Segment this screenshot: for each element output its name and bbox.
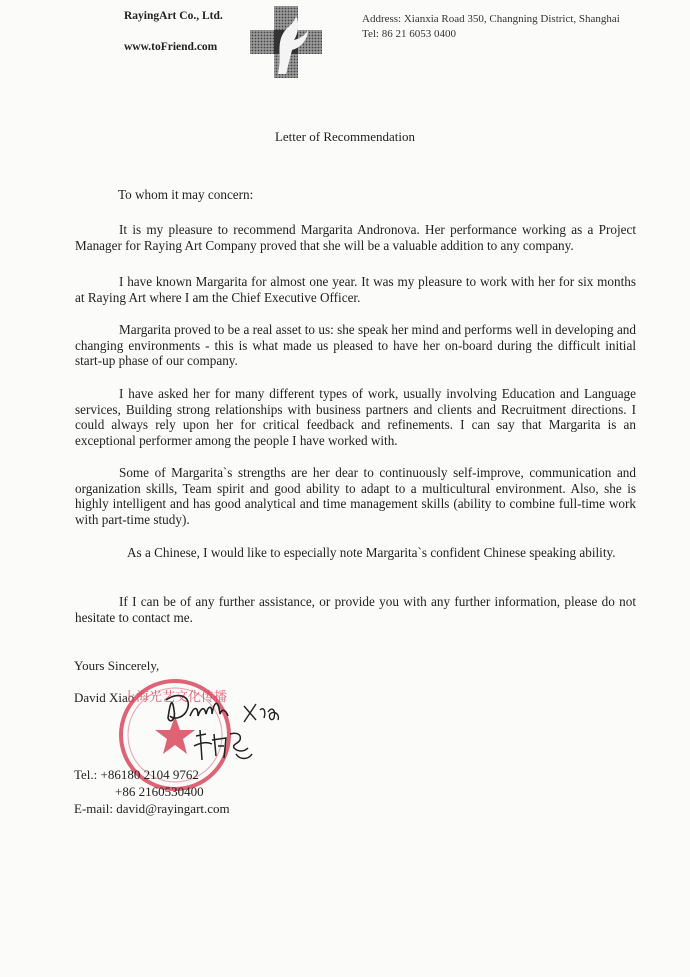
address-line: Address: Xianxia Road 350, Changning District, Shanghai <box>362 13 620 25</box>
paragraph-7: If I can be of any further assistance, or provide you with any further information, please do not hesitate to contact me. <box>75 594 636 625</box>
company-address <box>362 12 620 42</box>
contact-email: E-mail: david@rayingart.com <box>74 801 230 816</box>
phone-line: Tel: 86 21 6053 0400 <box>362 28 456 40</box>
paragraph-2: I have known Margarita for almost one year. It was my pleasure to work with her for six months at Raying Art where I am the Chief Executive Officer. <box>75 274 636 305</box>
contact-tel-2: +86 2160530400 <box>115 784 204 799</box>
paragraph-5: Some of Margarita`s strengths are her dear to continuously self-improve, communication and organization skills, Team spirit and good ability to adapt to a multicultural environment. Also, she is highly intelligent and has good analytical and time management skills (ability to combine full-time work with part-time study). <box>75 465 636 527</box>
paragraph-3: Margarita proved to be a real asset to us: she speak her mind and performs well in developing and changing environments - this is what made us pleased to have her on-board during the difficult initial start-up phase of our company. <box>75 322 636 369</box>
closing: Yours Sincerely, <box>74 658 160 673</box>
paragraph-6: As a Chinese, I would like to especially note Margarita`s confident Chinese speaking ability. <box>127 545 616 560</box>
signer-name: David Xiao <box>74 690 135 705</box>
svg-text:上海光艺文化传播: 上海光艺文化传播 <box>122 690 228 705</box>
handwritten-signature <box>160 688 300 774</box>
company-website: www.toFriend.com <box>124 41 218 53</box>
paragraph-1: It is my pleasure to recommend Margarita Andronova. Her performance working as a Project Manager for Raying Art Company proved that she will be a valuable addition to any company. <box>75 222 636 253</box>
letter-title: Letter of Recommendation <box>274 129 416 144</box>
paragraph-4: I have asked her for many different types of work, usually involving Education and Language services, Building strong relationships with business partners and clients and Recruitment directions. I could always rely upon her for critical feedback and refinements. I can say that Margarita is an exceptional performer among the people I have worked with. <box>75 386 636 448</box>
salutation: To whom it may concern: <box>118 187 254 202</box>
company-name: RayingArt Co., Ltd. <box>124 10 223 22</box>
company-logo-icon <box>248 4 324 80</box>
contact-tel-1: Tel.: +86180 2104 9762 <box>74 767 199 782</box>
